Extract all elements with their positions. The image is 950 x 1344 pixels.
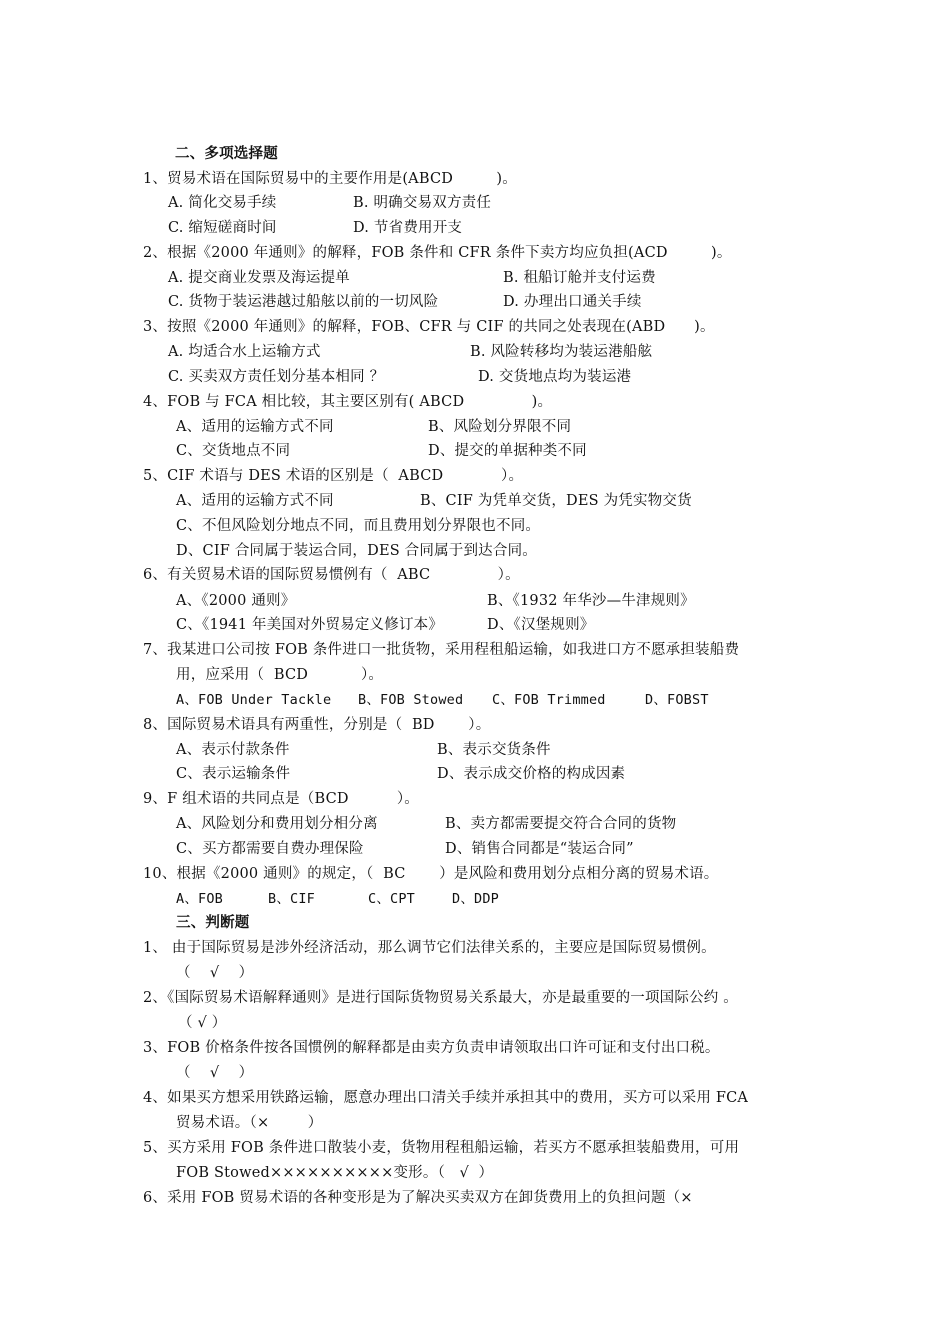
judgment-1-text: 1、 由于国际贸易是涉外经济活动，那么调节它们法律关系的，主要应是国际贸易惯例。 xyxy=(143,940,716,956)
question-4-option-b: B、风险划分界限不同 xyxy=(428,419,572,435)
judgment-3-text: 3、FOB 价格条件按各国惯例的解释都是由卖方负责申请领取出口许可证和支付出口税。 xyxy=(143,1040,720,1056)
question-6-option-b: B、《1932 年华沙—牛津规则》 xyxy=(487,593,695,609)
section-heading-true-false: 三、判断题 xyxy=(176,915,250,931)
question-7-option-d: D、FOBST xyxy=(645,692,709,708)
question-8-option-a: A、表示付款条件 xyxy=(176,742,290,758)
question-1-stem: 1、贸易术语在国际贸易中的主要作用是(ABCD )。 xyxy=(143,171,517,187)
question-7-option-a: A、FOB Under Tackle xyxy=(176,692,332,708)
question-1-option-d: D. 节省费用开支 xyxy=(353,220,463,236)
judgment-4-text: 4、如果买方想采用铁路运输，愿意办理出口清关手续并承担其中的费用，买方可以采用 FCA xyxy=(143,1090,749,1106)
judgment-1-answer: （ √ ） xyxy=(176,965,254,981)
question-3-option-a: A. 均适合水上运输方式 xyxy=(168,344,321,360)
question-10-option-d: D、DDP xyxy=(452,891,500,907)
question-3-stem: 3、按照《2000 年通则》的解释，FOB、CFR 与 CIF 的共同之处表现在(ABD )。 xyxy=(143,319,715,335)
judgment-5-text-continued: FOB Stowed××××××××××变形。（ √ ） xyxy=(176,1165,494,1181)
question-6-option-d: D、《汉堡规则》 xyxy=(487,617,595,633)
question-8-stem: 8、国际贸易术语具有两重性，分别是（ BD ）。 xyxy=(143,717,491,733)
question-8-option-d: D、表示成交价格的构成因素 xyxy=(437,766,626,782)
question-9-stem: 9、F 组术语的共同点是（BCD ）。 xyxy=(143,791,419,807)
question-3-option-b: B. 风险转移均为装运港船舷 xyxy=(470,344,653,360)
question-10-stem: 10、根据《2000 通则》的规定，（ BC ）是风险和费用划分点相分离的贸易术语。 xyxy=(143,866,719,882)
question-5-option-d: D、CIF 合同属于装运合同，DES 合同属于到达合同。 xyxy=(176,543,537,559)
question-1-option-a: A. 简化交易手续 xyxy=(168,195,277,211)
judgment-6-text: 6、采用 FOB 贸易术语的各种变形是为了解决买卖双方在卸货费用上的负担问题（× xyxy=(143,1190,693,1206)
question-8-option-c: C、表示运输条件 xyxy=(176,766,291,782)
question-2-option-d: D. 办理出口通关手续 xyxy=(503,294,642,310)
question-4-option-a: A、适用的运输方式不同 xyxy=(176,419,334,435)
question-2-option-b: B. 租船订舱并支付运费 xyxy=(503,270,656,286)
judgment-2-answer: （ √ ） xyxy=(178,1015,227,1031)
question-6-option-a: A、《2000 通则》 xyxy=(176,593,296,609)
judgment-5-text: 5、买方采用 FOB 条件进口散装小麦，货物用程租船运输，若买方不愿承担装船费用，可用 xyxy=(143,1140,740,1156)
question-3-option-d: D. 交货地点均为装运港 xyxy=(478,369,632,385)
question-2-stem: 2、根据《2000 年通则》的解释，FOB 条件和 CFR 条件下卖方均应负担(ACD )。 xyxy=(143,245,732,261)
question-2-option-a: A. 提交商业发票及海运提单 xyxy=(168,270,350,286)
judgment-2-text: 2、《国际贸易术语解释通则》是进行国际货物贸易关系最大，亦是最重要的一项国际公约 。 xyxy=(143,990,738,1006)
question-3-option-c: C. 买卖双方责任划分基本相同 ？ xyxy=(168,369,385,385)
question-9-option-c: C、买方都需要自费办理保险 xyxy=(176,841,364,857)
question-4-stem: 4、FOB 与 FCA 相比较，其主要区别有( ABCD )。 xyxy=(143,394,553,410)
question-7-option-c: C、FOB Trimmed xyxy=(492,692,606,708)
judgment-4-text-continued: 贸易术语。（× ） xyxy=(176,1115,323,1131)
question-10-option-b: B、CIF xyxy=(268,891,316,907)
question-9-option-a: A、风险划分和费用划分相分离 xyxy=(176,816,378,832)
question-7-stem-continued: 用，应采用（ BCD ）。 xyxy=(176,667,384,683)
question-4-option-d: D、提交的单据种类不同 xyxy=(428,443,587,459)
question-1-option-b: B. 明确交易双方责任 xyxy=(353,195,492,211)
question-8-option-b: B、表示交货条件 xyxy=(437,742,551,758)
judgment-3-answer: （ √ ） xyxy=(176,1065,254,1081)
question-5-option-a: A、适用的运输方式不同 xyxy=(176,493,334,509)
question-10-option-a: A、FOB xyxy=(176,891,224,907)
question-9-option-b: B、卖方都需要提交符合合同的货物 xyxy=(445,816,677,832)
question-6-option-c: C、《1941 年美国对外贸易定义修订本》 xyxy=(176,617,444,633)
question-10-option-c: C、CPT xyxy=(368,891,416,907)
question-1-option-c: C. 缩短磋商时间 xyxy=(168,220,277,236)
question-9-option-d: D、销售合同都是“装运合同” xyxy=(445,841,634,857)
question-6-stem: 6、有关贸易术语的国际贸易惯例有（ ABC ）。 xyxy=(143,567,520,583)
question-2-option-c: C. 货物于装运港越过船舷以前的一切风险 xyxy=(168,294,439,310)
section-heading-multiple-choice: 二、多项选择题 xyxy=(175,146,278,162)
question-4-option-c: C、交货地点不同 xyxy=(176,443,291,459)
question-7-option-b: B、FOB Stowed xyxy=(358,692,464,708)
question-5-option-b: B、CIF 为凭单交货，DES 为凭实物交货 xyxy=(420,493,692,509)
question-5-stem: 5、CIF 术语与 DES 术语的区别是（ ABCD ）。 xyxy=(143,468,524,484)
question-7-stem: 7、我某进口公司按 FOB 条件进口一批货物，采用程租船运输，如我进口方不愿承担装船费 xyxy=(143,642,740,658)
question-5-option-c: C、不但风险划分地点不同，而且费用划分界限也不同。 xyxy=(176,518,541,534)
